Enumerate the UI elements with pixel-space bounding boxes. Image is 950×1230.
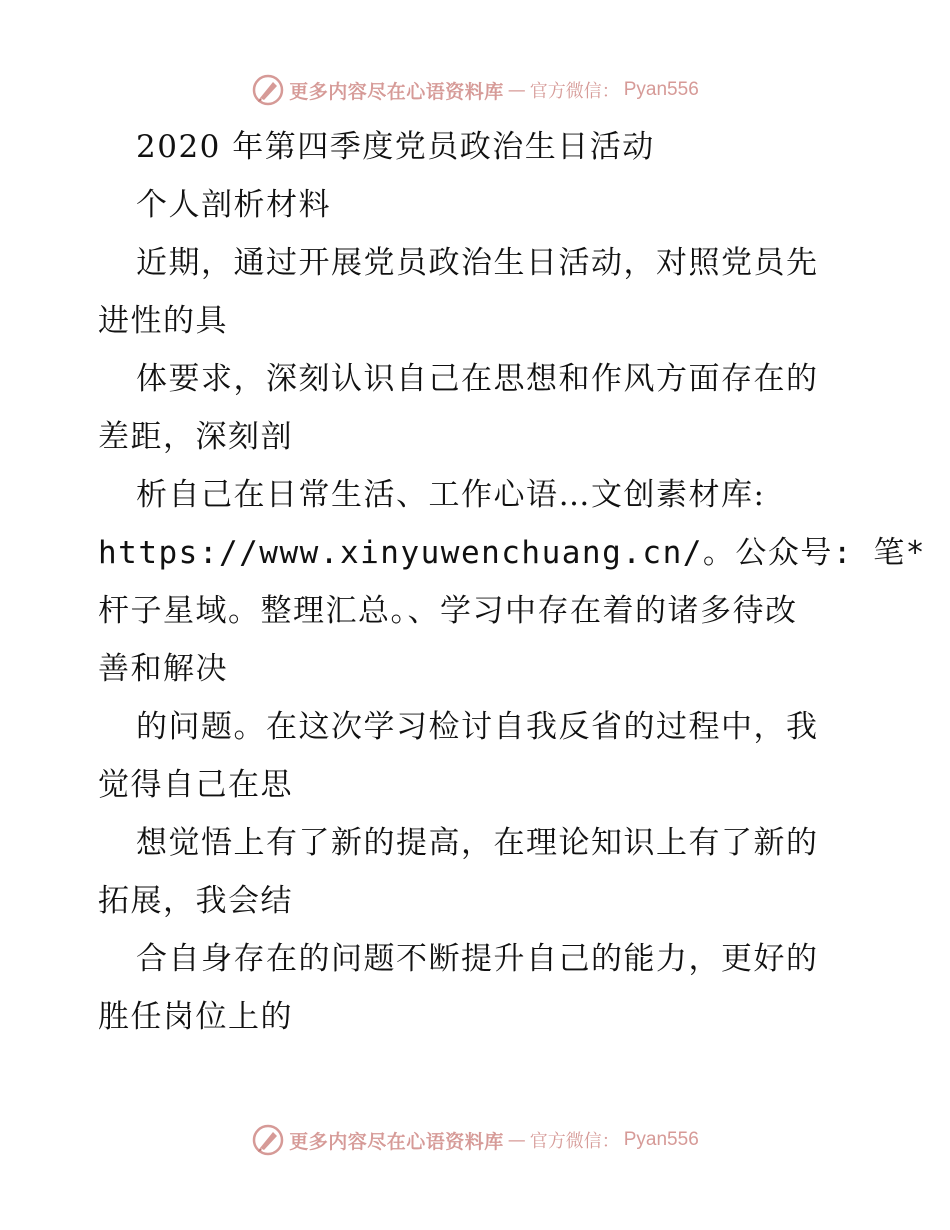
document-title: 2020 年第四季度党员政治生日活动 (136, 129, 655, 165)
footer-watermark-banner (0, 1120, 950, 1160)
paragraph-line-url: https://www.xinyuwenchuang.cn/。公众号: 笔* (98, 535, 926, 571)
paragraph-line: 善和解决 (98, 651, 228, 687)
document-subtitle: 个人剖析材料 (136, 187, 331, 223)
paragraph-line: 觉得自己在思 (98, 767, 293, 803)
paragraph-line: 拓展，我会结 (98, 883, 293, 919)
banner-wechat-id: Pyan556 (623, 1129, 699, 1150)
paragraph-line: 差距，深刻剖 (98, 419, 293, 455)
paragraph-line: 进性的具 (98, 303, 228, 339)
banner-separator: — (507, 79, 526, 101)
paragraph-line: 胜任岗位上的 (98, 999, 293, 1035)
paragraph-line: 合自身存在的问题不断提升自己的能力，更好的 (136, 941, 819, 977)
banner-wechat-label: 官方微信： (529, 81, 620, 102)
banner-title: 更多内容尽在心语资料库 (289, 80, 504, 103)
pen-logo-icon (251, 1123, 285, 1157)
paragraph-line: 杆子星域。整理汇总。、学习中存在着的诸多待改 (98, 593, 798, 629)
paragraph-line: 体要求，深刻认识自己在思想和作风方面存在的 (136, 361, 819, 397)
banner-wechat-label: 官方微信： (529, 1131, 620, 1152)
pen-logo-icon (251, 73, 285, 107)
paragraph-line: 想觉悟上有了新的提高，在理论知识上有了新的 (136, 825, 819, 861)
banner-wechat-id: Pyan556 (623, 79, 699, 100)
banner-title: 更多内容尽在心语资料库 (289, 1130, 504, 1153)
document-body (98, 118, 926, 1046)
header-watermark-banner (0, 70, 950, 110)
banner-separator: — (507, 1129, 526, 1151)
paragraph-line: 析自己在日常生活、工作心语…文创素材库: (136, 477, 766, 513)
paragraph-line: 的问题。在这次学习检讨自我反省的过程中，我 (136, 709, 819, 745)
paragraph-line: 近期，通过开展党员政治生日活动，对照党员先 (136, 245, 819, 281)
